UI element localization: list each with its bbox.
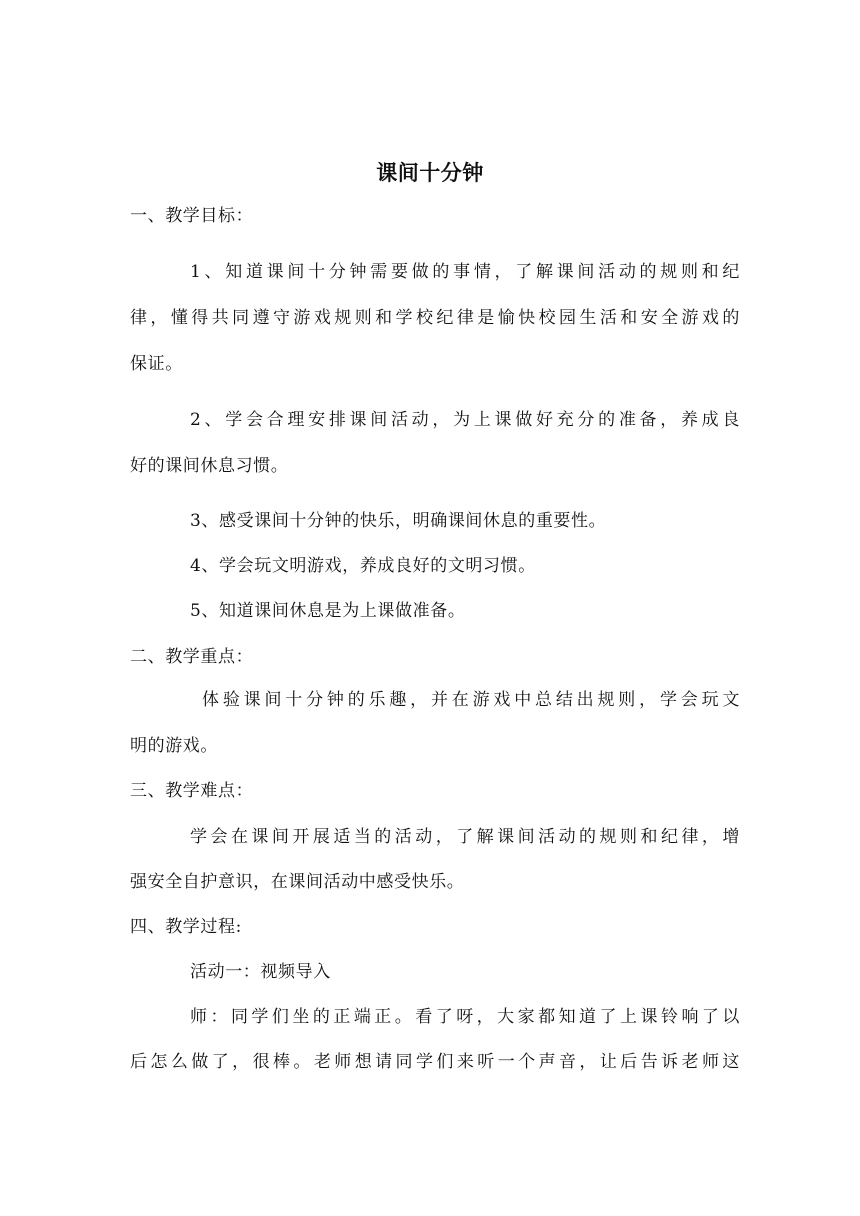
paragraph-line: 体验课间十分钟的乐趣，并在游戏中总结出规则，学会玩文 [202, 690, 740, 710]
paragraph-line: 4、学会玩文明游戏，养成良好的文明习惯。 [190, 556, 536, 576]
paragraph-line: 明的游戏。 [130, 736, 218, 756]
paragraph-line: 好的课间休息习惯。 [130, 456, 289, 476]
paragraph-line: 师：同学们坐的正端正。看了呀，大家都知道了上课铃响了以 [190, 1007, 740, 1027]
section-heading-process: 四、教学过程: [130, 917, 242, 937]
paragraph-line: 2、学会合理安排课间活动，为上课做好充分的准备，养成良 [190, 410, 740, 430]
section-heading-objectives: 一、教学目标： [130, 206, 254, 226]
paragraph-line: 保证。 [130, 354, 183, 374]
paragraph-line: 律，懂得共同遵守游戏规则和学校纪律是愉快校园生活和安全游戏的 [130, 308, 740, 328]
paragraph-line: 3、感受课间十分钟的快乐，明确课间休息的重要性。 [190, 511, 607, 531]
paragraph-line: 后怎么做了，很棒。老师想请同学们来听一个声音，让后告诉老师这 [130, 1052, 740, 1072]
paragraph-line: 强安全自护意识，在课间活动中感受快乐。 [130, 872, 465, 892]
activity-heading: 活动一：视频导入 [190, 962, 331, 982]
section-heading-key-points: 二、教学重点： [130, 647, 254, 667]
document-title: 课间十分钟 [376, 161, 484, 185]
paragraph-line: 5、知道课间休息是为上课做准备。 [190, 601, 466, 621]
section-heading-difficulties: 三、教学难点： [130, 781, 254, 801]
paragraph-line: 1、知道课间十分钟需要做的事情，了解课间活动的规则和纪 [190, 262, 740, 282]
paragraph-line: 学会在课间开展适当的活动，了解课间活动的规则和纪律，增 [190, 827, 740, 847]
